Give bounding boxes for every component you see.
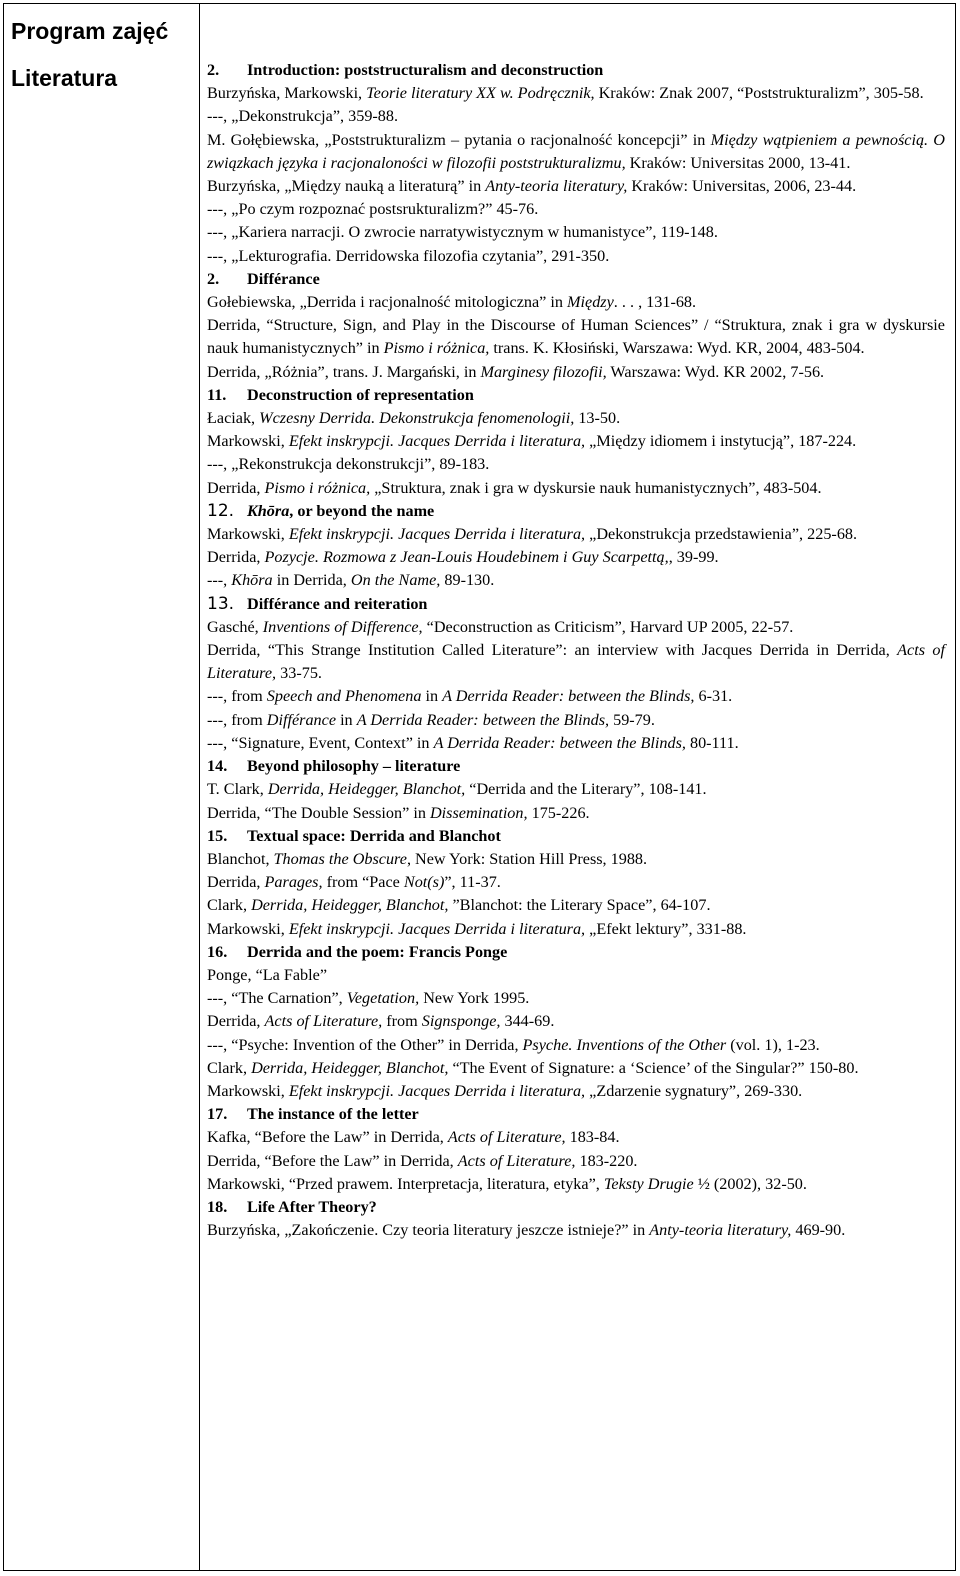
- bibliography-entry: [207, 894, 945, 917]
- work-title: Anty-teoria literatury,: [649, 1221, 792, 1240]
- entry-text: Markowski,: [207, 432, 289, 451]
- entry-text: “Derrida and the Literary”, 108-141.: [465, 780, 707, 799]
- bibliography-entry: [207, 871, 945, 894]
- bibliography-entry: [207, 105, 945, 128]
- section-heading: [207, 755, 945, 778]
- entry-text: Derrida, “The Double Session” in: [207, 803, 430, 822]
- bibliography-entry: [207, 221, 945, 244]
- entry-text: Derrida, “Before the Law” in Derrida,: [207, 1151, 458, 1170]
- entry-text: Derrida,: [207, 1012, 265, 1031]
- section-heading: [207, 1196, 945, 1219]
- heading-text: The instance of the letter: [247, 1105, 419, 1124]
- entry-text: Derrida,: [207, 548, 265, 567]
- entry-text: Łaciak,: [207, 409, 260, 428]
- entry-text: 33-75.: [276, 664, 322, 683]
- work-title: Anty-teoria literatury,: [485, 177, 628, 196]
- entry-text: ---, “Psyche: Invention of the Other” in Derrida,: [207, 1035, 523, 1054]
- entry-text: Derrida,: [207, 873, 265, 892]
- work-title: Pismo i różnica,: [264, 478, 371, 497]
- heading-text: , or beyond the name: [289, 501, 435, 520]
- bibliography-entry: [207, 685, 945, 708]
- entry-text: ”Blanchot: the Literary Space”, 64-107.: [448, 896, 711, 915]
- heading-text: Introduction: poststructuralism and deconstruction: [247, 61, 604, 79]
- entry-text: Derrida, “Structure, Sign, and Play in the Discourse of Human Sciences” / “Struktura, znak i gra w dyskursie nauk humanistycznych” in: [207, 316, 945, 358]
- heading-text: Khōra: [247, 501, 290, 520]
- work-title: Psyche. Inventions of the Other: [522, 1035, 727, 1054]
- entry-text: Warszawa: Wyd. KR 2002, 7-56.: [606, 362, 825, 381]
- bibliography-entry: [207, 1057, 945, 1080]
- work-title: Parages,: [264, 873, 323, 892]
- section-heading: [207, 1103, 945, 1126]
- entry-text: ---,: [207, 571, 232, 590]
- bibliography-entry: [207, 569, 945, 592]
- entry-text: Kraków: Universitas 2000, 13-41.: [625, 153, 851, 172]
- entry-text: ---, „Kariera narracji. O zwrocie narratywistycznym w humanistyce”, 119-148.: [207, 223, 718, 242]
- entry-text: 13-50.: [574, 409, 621, 428]
- entry-text: Kraków: Universitas, 2006, 23-44.: [627, 177, 857, 196]
- page-title: Program zajęć: [11, 18, 169, 44]
- work-title: Między wątpieniem a pewnością. O związkach języka i racjonaloności w filozofii poststrukturalizmu,: [207, 130, 945, 172]
- section-number: 11.: [207, 385, 227, 404]
- entry-text: „Struktura, znak i gra w dyskursie nauk humanistycznych”, 483-504.: [370, 478, 822, 497]
- entry-text: Markowski,: [207, 1081, 289, 1100]
- entry-text: “The Event of Signature: a ‘Science’ of the Singular?” 150-80.: [448, 1058, 859, 1077]
- heading-text: Life After Theory?: [247, 1197, 377, 1216]
- section-heading: [207, 268, 945, 291]
- work-title: Thomas the Obscure: [273, 849, 407, 868]
- heading-text: Textual space: Derrida and Blanchot: [247, 826, 501, 845]
- bibliography-entry: [207, 129, 945, 175]
- bibliography-entry: [207, 1219, 945, 1242]
- section-number: 12.: [207, 500, 235, 521]
- work-title: Différance: [266, 710, 337, 729]
- entry-text: Gasché,: [207, 617, 263, 636]
- heading-text: Beyond philosophy – literature: [247, 757, 461, 776]
- entry-text: 59-79.: [609, 710, 655, 729]
- bibliography-entry: [207, 987, 945, 1010]
- entry-text: 175-226.: [527, 803, 590, 822]
- entry-text: (vol. 1), 1-23.: [726, 1035, 820, 1054]
- entry-text: ---, „Dekonstrukcja”, 359-88.: [207, 107, 399, 126]
- bibliography-entry: [207, 198, 945, 221]
- entry-text: 344-69.: [500, 1012, 555, 1031]
- entry-text: Burzyńska, „Zakończenie. Czy teoria literatury jeszcze istnieje?” in: [207, 1221, 650, 1240]
- work-title: Między: [567, 293, 614, 312]
- work-title: Marginesy filozofii,: [480, 362, 607, 381]
- bibliography-entry: [207, 523, 945, 546]
- bibliography-entry: [207, 546, 945, 569]
- section-heading: [207, 384, 945, 407]
- work-title: Efekt inskrypcji. Jacques Derrida i literatura,: [288, 919, 586, 938]
- heading-text: Différance: [247, 269, 320, 288]
- section-number: 16.: [207, 942, 228, 961]
- bibliography-entry: [207, 1080, 945, 1103]
- section-heading: [207, 59, 945, 82]
- entry-text: Ponge, “La Fable”: [207, 965, 328, 984]
- entry-text: , 39-99.: [668, 548, 719, 567]
- section-heading: [207, 500, 945, 523]
- bibliography-entry: [207, 407, 945, 430]
- entry-text: Burzyńska, Markowski,: [207, 84, 367, 103]
- section-number: 2.: [207, 269, 220, 288]
- entry-text: 469-90.: [791, 1221, 846, 1240]
- entry-text: 80-111.: [685, 733, 739, 752]
- bibliography-entry: [207, 245, 945, 268]
- section-label: Literatura: [11, 65, 118, 91]
- section-heading: [207, 941, 945, 964]
- work-title: Efekt inskrypcji. Jacques Derrida i literatura,: [288, 1081, 586, 1100]
- work-title: Wczesny Derrida. Dekonstrukcja fenomenologii,: [259, 409, 575, 428]
- work-title: Inventions of Difference,: [262, 617, 423, 636]
- entry-text: Burzyńska, „Między nauką a literaturą” in: [207, 177, 486, 196]
- entry-text: Derrida, „Różnia”, trans. J. Margański, in: [207, 362, 481, 381]
- entry-text: in Derrida,: [272, 571, 351, 590]
- bibliography-entry: [207, 175, 945, 198]
- section-number: 18.: [207, 1197, 228, 1216]
- entry-text: New York 1995.: [419, 989, 530, 1008]
- section-number: 13.: [207, 593, 235, 614]
- entry-text: ½ (2002), 32-50.: [693, 1174, 807, 1193]
- bibliography-entry: [207, 616, 945, 639]
- bibliography-entry: [207, 918, 945, 941]
- entry-text: trans. K. Kłosiński, Warszawa: Wyd. KR, 2004, 483-504.: [489, 339, 865, 358]
- entry-text: Kafka, “Before the Law” in Derrida,: [207, 1128, 448, 1147]
- entry-text: 183-220.: [575, 1151, 638, 1170]
- bibliography-entry: [207, 1034, 945, 1057]
- entry-text: ---, from: [207, 687, 267, 706]
- work-title: Speech and Phenomena: [266, 687, 422, 706]
- entry-text: Clark,: [207, 896, 252, 915]
- entry-text: Markowski,: [207, 525, 289, 544]
- entry-text: Clark,: [207, 1058, 252, 1077]
- work-title: Teorie literatury XX w. Podręcznik,: [366, 84, 595, 103]
- entry-text: from “Pace: [322, 873, 404, 892]
- entry-text: 89-130.: [440, 571, 495, 590]
- entry-text: M. Gołębiewska, „Poststrukturalizm – pytania o racjonalność koncepcji” in: [207, 130, 711, 149]
- bibliography-entry: [207, 361, 945, 384]
- work-title: Not(s): [403, 873, 445, 892]
- entry-text: in: [421, 687, 443, 706]
- work-title: A Derrida Reader: between the Blinds,: [442, 687, 695, 706]
- entry-text: Gołebiewska, „Derrida i racjonalność mitologiczna” in: [207, 293, 568, 312]
- entry-text: Kraków: Znak 2007, “Poststrukturalizm”, 305-58.: [594, 84, 924, 103]
- work-title: Khōra: [231, 571, 273, 590]
- work-title: A Derrida Reader: between the Blinds,: [356, 710, 610, 729]
- heading-text: Deconstruction of representation: [247, 385, 474, 404]
- bibliography-entry: [207, 639, 945, 685]
- bibliography-entry: [207, 1173, 945, 1196]
- entry-text: Derrida,: [207, 478, 265, 497]
- work-title: Vegetation,: [346, 989, 420, 1008]
- entry-text: ---, „Lekturografia. Derridowska filozofia czytania”, 291-350.: [207, 246, 610, 265]
- entry-text: 183-84.: [565, 1128, 620, 1147]
- work-title: Teksty Drugie: [603, 1174, 694, 1193]
- entry-text: „Efekt lektury”, 331-88.: [585, 919, 747, 938]
- section-number: 2.: [207, 61, 220, 79]
- entry-text: “Deconstruction as Criticism”, Harvard UP 2005, 22-57.: [422, 617, 794, 636]
- work-title: Acts of Literature,: [447, 1128, 566, 1147]
- bibliography-entry: [207, 964, 945, 987]
- bibliography-entry: [207, 1150, 945, 1173]
- section-number: 14.: [207, 757, 228, 776]
- entry-text: from: [382, 1012, 422, 1031]
- bibliography-entry: [207, 1010, 945, 1033]
- bibliography-entry: [207, 709, 945, 732]
- work-title: Derrida, Heidegger, Blanchot,: [267, 780, 466, 799]
- entry-text: ---, „Po czym rozpoznać postsrukturalizm?” 45-76.: [207, 200, 539, 219]
- entry-text: . . . , 131-68.: [613, 293, 697, 312]
- section-heading: [207, 825, 945, 848]
- bibliography-entry: [207, 778, 945, 801]
- work-title: Pozycje. Rozmowa z Jean-Louis Houdebinem i Guy Scarpettą,: [264, 548, 669, 567]
- entry-text: Markowski,: [207, 919, 289, 938]
- entry-text: in: [336, 710, 357, 729]
- bibliography-entry: [207, 291, 945, 314]
- heading-text: Derrida and the poem: Francis Ponge: [247, 942, 508, 961]
- entry-text: 6-31.: [694, 687, 733, 706]
- work-title: On the Name,: [350, 571, 441, 590]
- work-title: Derrida, Heidegger, Blanchot,: [251, 896, 449, 915]
- reading-list: [207, 59, 945, 1242]
- work-title: Dissemination,: [429, 803, 528, 822]
- work-title: Efekt inskrypcji. Jacques Derrida i literatura,: [288, 525, 586, 544]
- column-divider: [199, 3, 200, 1571]
- section-number: 15.: [207, 826, 228, 845]
- entry-text: , New York: Station Hill Press, 1988.: [406, 849, 648, 868]
- work-title: Acts of Literature,: [207, 641, 945, 683]
- bibliography-entry: [207, 802, 945, 825]
- entry-text: ”, 11-37.: [444, 873, 501, 892]
- work-title: Acts of Literature,: [457, 1151, 576, 1170]
- entry-text: ---, “The Carnation”,: [207, 989, 347, 1008]
- work-title: Signsponge,: [421, 1012, 501, 1031]
- entry-text: „Zdarzenie sygnatury”, 269-330.: [585, 1081, 803, 1100]
- work-title: Pismo i różnica,: [383, 339, 490, 358]
- entry-text: „Dekonstrukcja przedstawienia”, 225-68.: [585, 525, 858, 544]
- bibliography-entry: [207, 1126, 945, 1149]
- bibliography-entry: [207, 453, 945, 476]
- entry-text: Markowski, “Przed prawem. Interpretacja, literatura, etyka”,: [207, 1174, 604, 1193]
- work-title: Derrida, Heidegger, Blanchot,: [251, 1058, 449, 1077]
- entry-text: T. Clark,: [207, 780, 268, 799]
- entry-text: Derrida, “This Strange Institution Called Literature”: an interview with Jacques Derrida in Derrida,: [207, 641, 898, 660]
- entry-text: ---, “Signature, Event, Context” in: [207, 733, 434, 752]
- entry-text: ---, „Rekonstrukcja dekonstrukcji”, 89-183.: [207, 455, 490, 474]
- section-heading: [207, 593, 945, 616]
- work-title: Acts of Literature,: [264, 1012, 383, 1031]
- entry-text: ---, from: [207, 710, 267, 729]
- entry-text: Blanchot,: [207, 849, 274, 868]
- bibliography-entry: [207, 732, 945, 755]
- bibliography-entry: [207, 82, 945, 105]
- entry-text: „Między idiomem i instytucją”, 187-224.: [585, 432, 857, 451]
- heading-text: Différance and reiteration: [247, 594, 428, 613]
- bibliography-entry: [207, 848, 945, 871]
- section-number: 17.: [207, 1105, 228, 1124]
- work-title: A Derrida Reader: between the Blinds,: [433, 733, 686, 752]
- bibliography-entry: [207, 477, 945, 500]
- bibliography-entry: [207, 430, 945, 453]
- work-title: Efekt inskrypcji. Jacques Derrida i literatura,: [288, 432, 586, 451]
- bibliography-entry: [207, 314, 945, 360]
